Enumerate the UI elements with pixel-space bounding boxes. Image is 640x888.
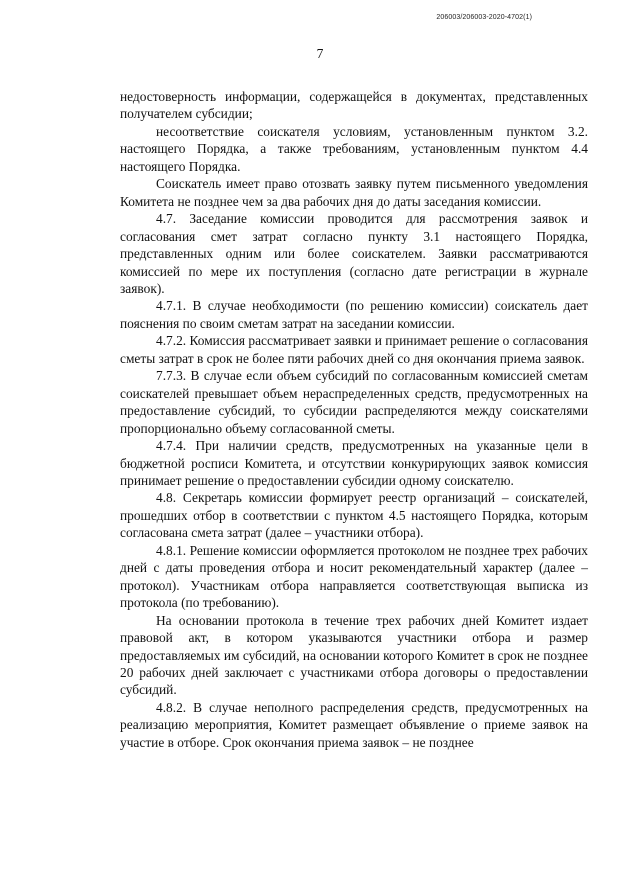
- paragraph-text: 4.7.2. Комиссия рассматривает заявки и принимает решение о согласования сметы затрат в срок не более пяти рабочих дней со дня окончания приема заявок.: [120, 333, 588, 366]
- paragraph-text: 4.7. Заседание комиссии проводится для рассмотрения заявок и согласования смет затрат согласно пункту 3.1 настоящего Порядка, представленных одним или более соискателем. Заявки рассматриваются комиссией по мере их поступления (согласно дате регистрации в журнале заявок).: [120, 211, 588, 296]
- paragraph-text: 7.7.3. В случае если объем субсидий по согласованным комиссией сметам соискателей превышает объем нераспределенных средств, предусмотренных на предоставление субсидий, то субсидии распределяются между соискателями пропорционально объему согласованной сметы.: [120, 368, 588, 436]
- document-body: [120, 88, 588, 751]
- document-id-stamp: 206003/206003-2020-4702(1): [436, 14, 532, 21]
- paragraph-text: 4.8.2. В случае неполного распределения средств, предусмотренных на реализацию мероприятия, Комитет размещает объявление о приеме заявок на участие в отборе. Срок окончания приема заявок – не позднее: [120, 699, 588, 750]
- page-number: 7: [316, 46, 324, 61]
- paragraph-text: 4.7.4. При наличии средств, предусмотренных на указанные цели в бюджетной росписи Комитета, и отсутствии конкурирующих заявок комиссия принимает решение о предоставлении субсидии одному соискателю.: [120, 438, 588, 488]
- paragraph-text: недостоверность информации, содержащейся в документах, представленных получателем субсидии;: [120, 89, 588, 122]
- paragraph-text: 4.8.1. Решение комиссии оформляется протоколом не позднее трех рабочих дней с даты проведения отбора и носит рекомендательный характер (далее – протокол). Участникам отбора направляется соответствующая выписка из протокола (по требованию).: [120, 542, 588, 611]
- paragraph-text: Соискатель имеет право отозвать заявку путем письменного уведомления Комитета не позднее чем за два рабочих дня до даты заседания комиссии.: [120, 176, 588, 209]
- paragraph-text: На основании протокола в течение трех рабочих дней Комитет издает правовой акт, в котором указываются участники отбора и размер предоставляемых им субсидий, на основании которого Комитет в срок не позднее 20 рабочих дней заключает с участниками отбора договоры о предоставлении субсидий.: [120, 612, 588, 698]
- paragraph-text: 4.8. Секретарь комиссии формирует реестр организаций – соискателей, прошедших отбор в соответствии с пунктом 4.5 настоящего Порядка, которым согласована смета затрат (далее – участники отбора).: [120, 490, 588, 541]
- paragraph-text: несоответствие соискателя условиям, установленным пунктом 3.2. настоящего Порядка, а также требованиям, установленным пунктом 4.4 настоящего Порядка.: [120, 123, 588, 174]
- paragraph-text: 4.7.1. В случае необходимости (по решению комиссии) соискатель дает пояснения по своим сметам затрат на заседании комиссии.: [120, 298, 588, 331]
